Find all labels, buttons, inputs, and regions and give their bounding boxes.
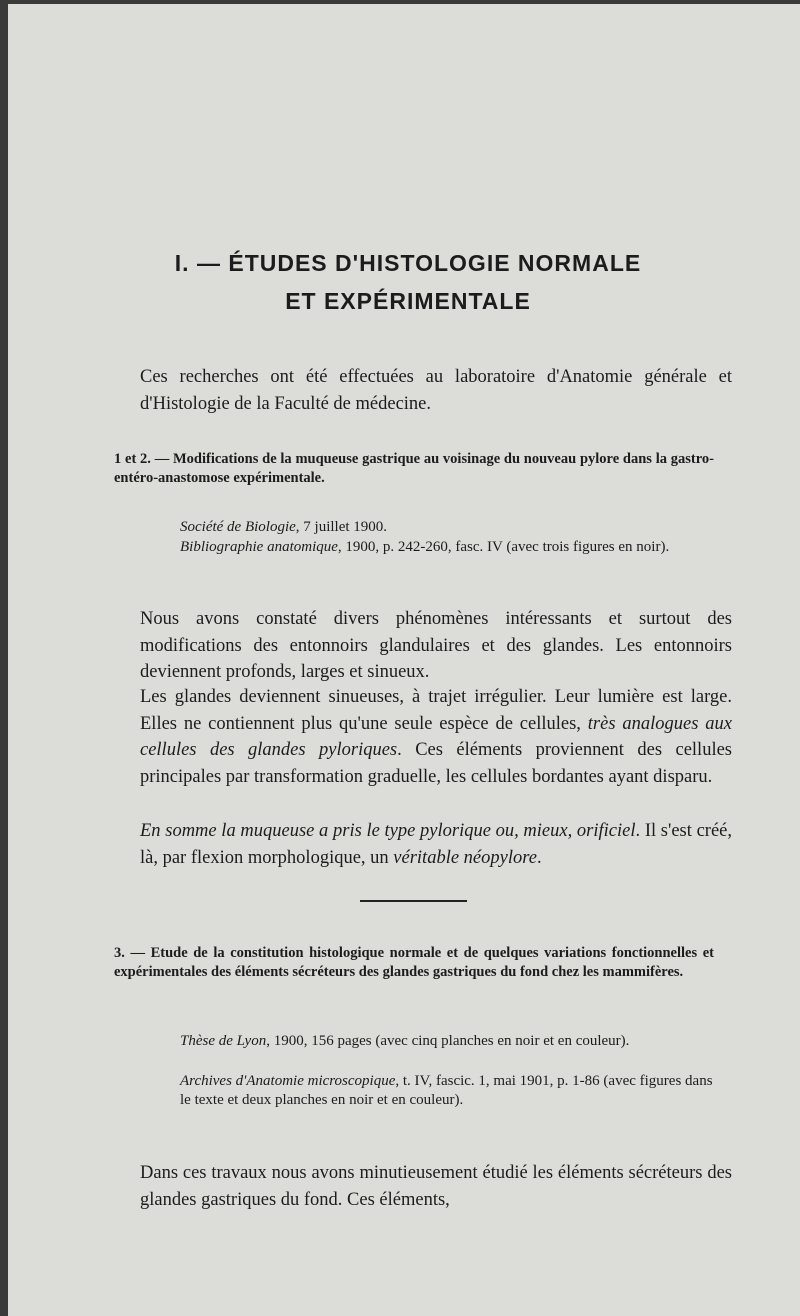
intro-paragraph: Ces recherches ont été effectuées au laboratoire d'Anatomie générale et d'Histologie de la Faculté de médecine. xyxy=(140,367,732,414)
entry-heading-2: 3. — Etude de la constitution histologique normale et de quelques variations fonctionnelles et expérimentales des éléments sécréteurs des glandes gastriques du fond chez les mammifères. xyxy=(114,945,714,980)
section-title-line2: ET EXPÉRIMENTALE xyxy=(285,288,531,314)
reference-details: , t. IV, fascic. 1, mai 1901, p. 1-86 (avec figures dans le texte et deux planches en noir et en couleur). xyxy=(180,1073,713,1108)
reference-4 xyxy=(180,1072,714,1109)
text-run: . Ces éléments proviennent des cellules principales par transformation graduelle, les cellules bordantes ayant disparu. xyxy=(140,740,732,787)
reference-details: , 1900, 156 pages (avec cinq planches en noir et en couleur). xyxy=(266,1033,630,1049)
text-run: . xyxy=(536,847,542,868)
paragraph-study: Dans ces travaux nous avons minutieusement étudié les éléments sécréteurs des glandes gastriques du fond. Ces éléments, xyxy=(140,1163,732,1210)
entry-heading-1: 1 et 2. — Modifications de la muqueuse gastrique au voisinage du nouveau pylore dans la gastro-entéro-anastomose expérimentale. xyxy=(114,451,714,486)
paragraph-observations: Nous avons constaté divers phénomènes intéressants et surtout des modifications des entonnoirs glandulaires et des glandes. Les entonnoirs deviennent profonds, larges et sinueux. xyxy=(140,609,732,682)
reference-details: , 1900, p. 242-260, fasc. IV (avec trois figures en noir). xyxy=(337,539,670,555)
section-divider xyxy=(360,900,467,902)
reference-source: Bibliographie anatomique xyxy=(180,539,338,555)
reference-source: Thèse de Lyon xyxy=(180,1033,267,1049)
reference-1 xyxy=(180,518,714,537)
reference-source: Archives d'Anatomie microscopique xyxy=(180,1073,396,1089)
document-page xyxy=(8,4,800,1316)
paragraph-glands xyxy=(121,684,732,790)
reference-3 xyxy=(180,1032,714,1051)
text-run: . Il s'est créé, là, par flexion morphologique, un xyxy=(140,821,732,868)
reference-details: , 7 juillet 1900. xyxy=(295,519,388,535)
italic-run: En somme la muqueuse a pris le type pylorique ou, mieux, orificiel xyxy=(140,821,636,841)
reference-source: Société de Biologie xyxy=(180,519,296,535)
italic-run: très analogues aux cellules des glandes pyloriques xyxy=(140,713,732,760)
reference-2 xyxy=(180,538,714,557)
italic-run: véritable néopylore xyxy=(393,847,537,868)
section-title-line1: I. — ÉTUDES D'HISTOLOGIE NORMALE xyxy=(174,250,642,276)
paragraph-conclusion xyxy=(121,818,732,871)
text-run: Les glandes deviennent sinueuses, à trajet irrégulier. Leur lumière est large. Elles ne contiennent plus qu'une seule espèce de cellules, xyxy=(140,687,732,734)
